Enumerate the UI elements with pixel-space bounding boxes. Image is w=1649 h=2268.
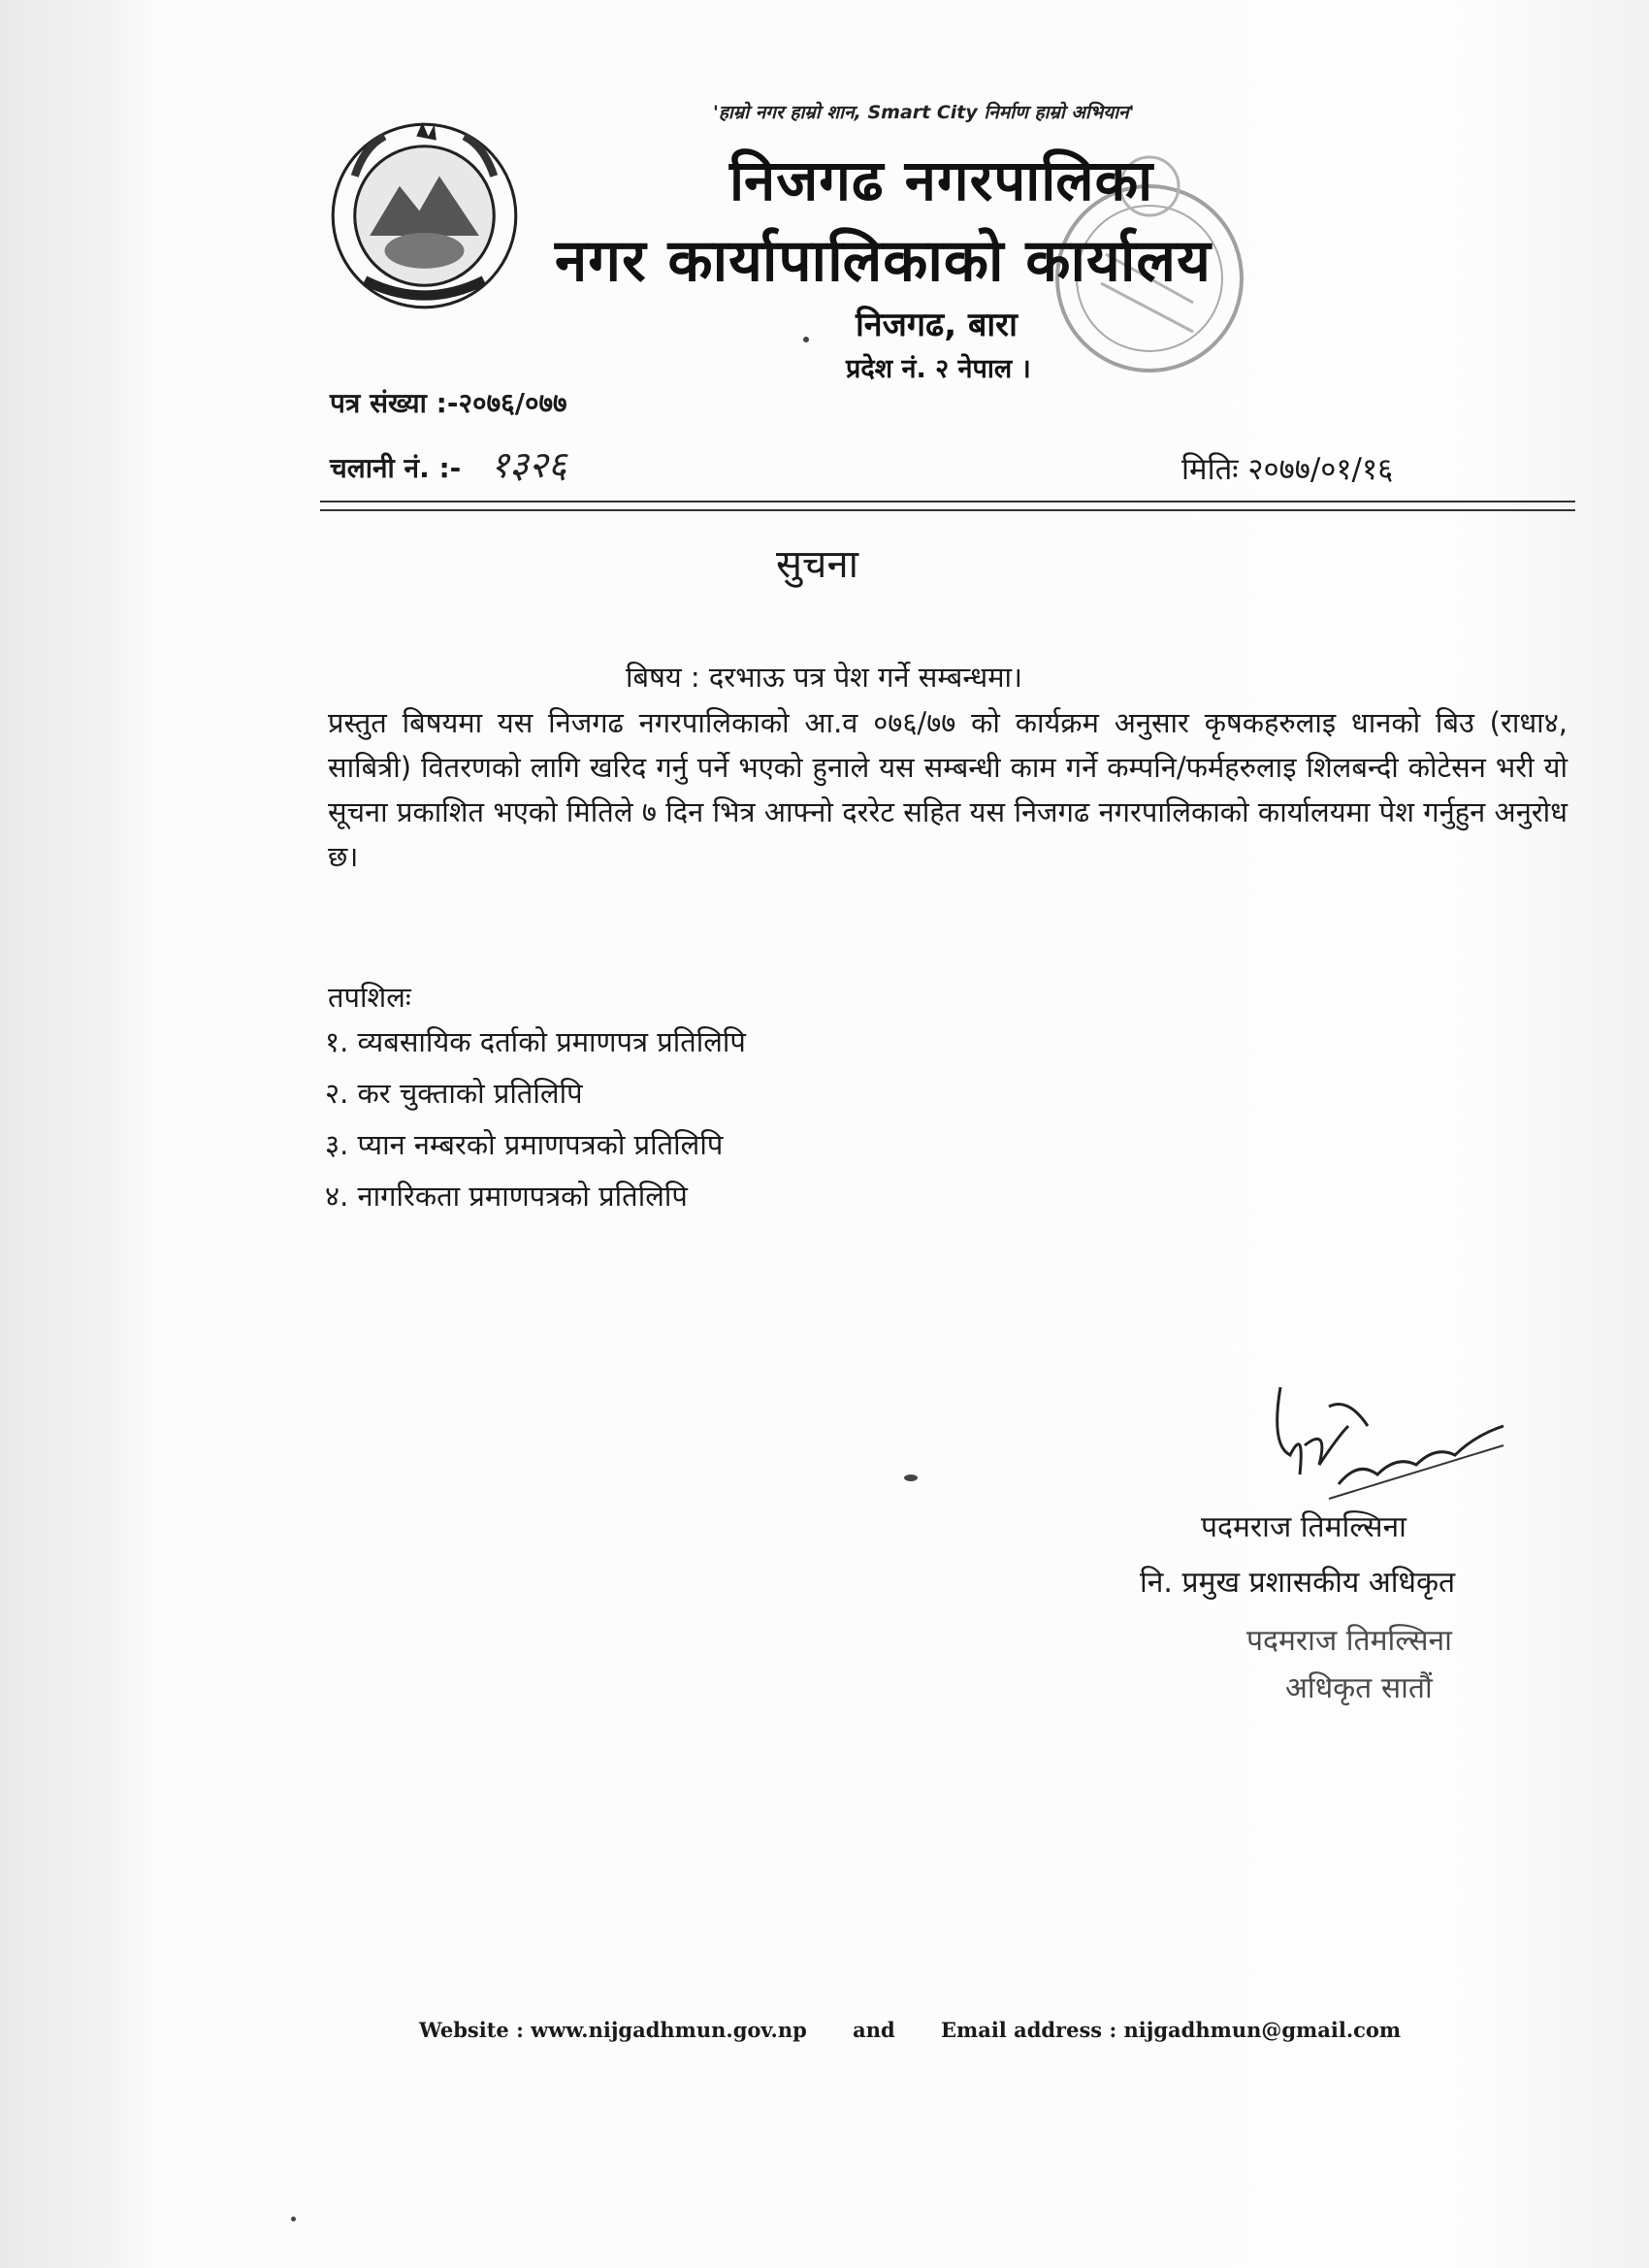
scan-speck xyxy=(291,2217,296,2221)
list-item: ४. नागरिकता प्रमाणपत्रको प्रतिलिपि xyxy=(325,1180,688,1213)
dispatch-number: १३२६ xyxy=(490,443,567,486)
email-label: Email address : xyxy=(940,2018,1117,2042)
reference-number: पत्र संख्या :-२०७६/०७७ xyxy=(330,387,567,419)
seal-rank: अधिकृत सातौं xyxy=(1285,1671,1433,1705)
municipality-name: निजगढ नगरपालिका xyxy=(729,147,1154,213)
letter-date: मितिः २०७७/०१/१६ xyxy=(1181,452,1394,487)
seal-name: पदमराज तिमल्सिना xyxy=(1246,1624,1452,1658)
address-line2: प्रदेश नं. २ नेपाल । xyxy=(846,354,1031,384)
dispatch-number-row xyxy=(330,438,566,489)
letterhead-slogan: 'हाम्रो नगर हाम्रो शान, Smart City निर्माण हाम्रो अभियान' xyxy=(713,102,1135,123)
office-name: नगर कार्यापालिकाको कार्यालय xyxy=(555,227,1212,295)
footer-contact xyxy=(419,2018,1401,2042)
notice-subject: बिषय : दरभाऊ पत्र पेश गर्ने सम्बन्धमा। xyxy=(626,661,1023,694)
handwritten-signature xyxy=(1261,1368,1523,1513)
requirements-list xyxy=(325,1022,746,1228)
details-label: तपशिलः xyxy=(328,981,411,1014)
header-divider-second xyxy=(320,509,1575,511)
scan-speck xyxy=(803,337,809,342)
list-item: १. व्यबसायिक दर्ताको प्रमाणपत्र प्रतिलिपि xyxy=(325,1025,746,1058)
notice-heading: सुचना xyxy=(776,542,858,587)
officer-position: नि. प्रमुख प्रशासकीय अधिकृत xyxy=(1140,1566,1456,1600)
email-link[interactable]: nijgadhmun@gmail.com xyxy=(1123,2018,1402,2042)
dispatch-number-label: चलानी नं. :- xyxy=(330,452,462,484)
list-item: ३. प्यान नम्बरको प्रमाणपत्रको प्रतिलिपि xyxy=(325,1128,724,1161)
address-line1: निजगढ, बारा xyxy=(856,306,1018,344)
officer-name: पदमराज तिमल्सिना xyxy=(1201,1510,1406,1544)
header-divider xyxy=(320,501,1575,502)
footer-and: and xyxy=(853,2018,895,2042)
nepal-emblem-icon xyxy=(325,116,524,315)
notice-body: प्रस्तुत बिषयमा यस निजगढ नगरपालिकाको आ.व ०७६/७७ को कार्यक्रम अनुसार कृषकहरुलाइ धानको बिउ (राधा४, साबित्री) वितरणको लागि खरिद गर्नु पर्ने भएको हुनाले यस सम्बन्धी काम गर्ने कम्पनि/फर्महरुलाइ शिलबन्दी कोटेसन भरी यो सूचना प्रकाशित भएको मितिले ७ दिन भित्र आफ्नो दररेट सहित यस निजगढ नगरपालिकाको कार्यालयमा पेश गर्नुहुन अनुरोध छ। xyxy=(328,706,1568,873)
website-label: Website : xyxy=(419,2018,524,2042)
website-link[interactable]: www.nijgadhmun.gov.np xyxy=(531,2018,807,2042)
list-item: २. कर चुक्ताको प्रतिलिपि xyxy=(325,1077,583,1110)
scan-speck xyxy=(904,1474,918,1481)
